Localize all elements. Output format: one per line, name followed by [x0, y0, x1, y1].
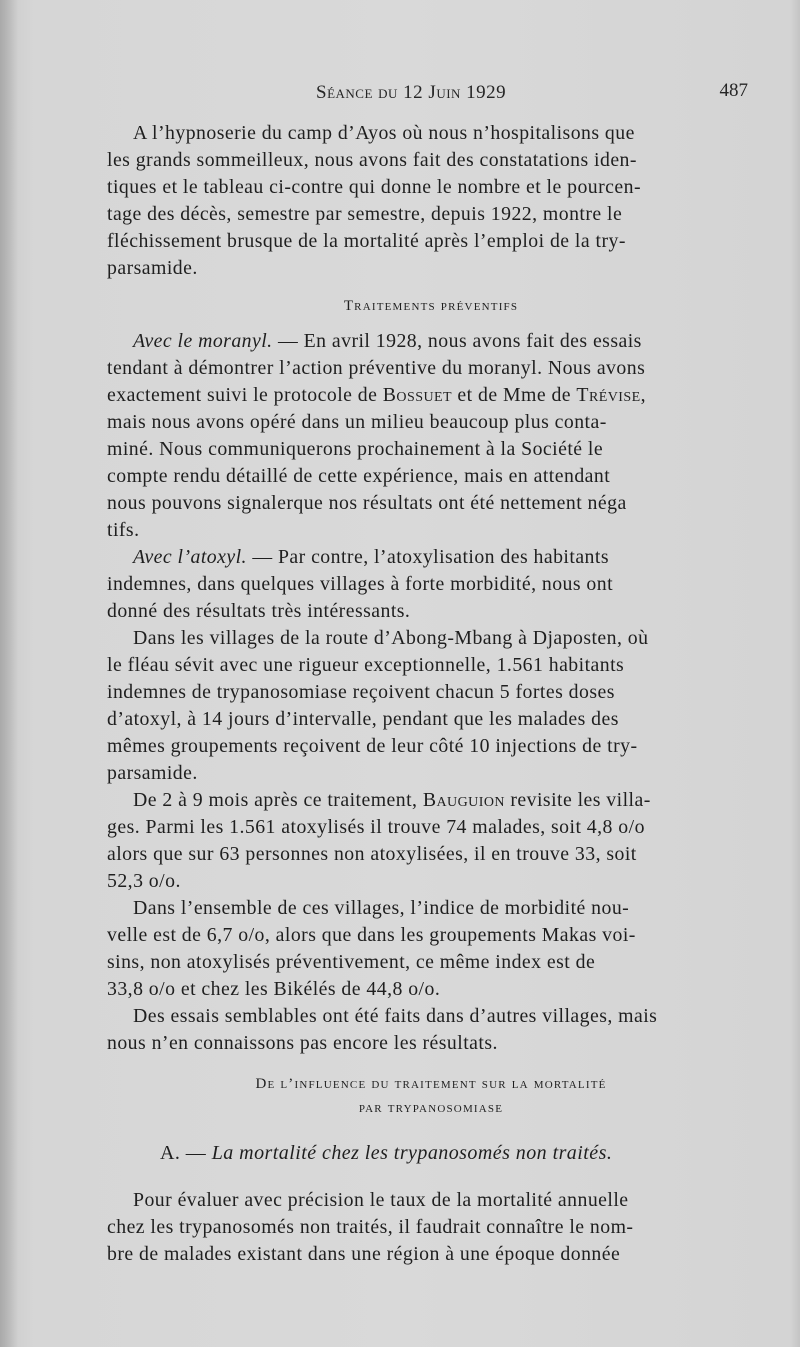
paragraph-line: le fléau sévit avec une rigueur exceptionnelle, 1.561 habitants — [107, 654, 625, 676]
paragraph-line: Dans les villages de la route d’Abong-Mbang à Djaposten, où — [133, 627, 649, 649]
paragraph-line: Pour évaluer avec précision le taux de la mortalité annuelle — [133, 1189, 629, 1211]
paragraph-line: tiques et le tableau ci-contre qui donne le nombre et le pourcen- — [107, 176, 642, 198]
text-run: et de Mme de — [452, 384, 577, 406]
text-run: exactement suivi le protocole de — [107, 384, 383, 406]
paragraph-line: donné des résultats très intéressants. — [107, 600, 411, 622]
paragraph-line — [107, 787, 755, 814]
text-run: De 2 à 9 mois après ce traitement, — [133, 789, 423, 811]
paragraph-line — [107, 544, 755, 571]
paragraph-line: ges. Parmi les 1.561 atoxylisés il trouve 74 malades, soit 4,8 o/o — [107, 816, 645, 838]
paragraph-line: A l’hypnoserie du camp d’Ayos où nous n’hospitalisons que — [133, 122, 635, 144]
paragraph-line: 33,8 o/o et chez les Bikélés de 44,8 o/o. — [107, 978, 441, 1000]
paragraph-line: chez les trypanosomés non traités, il faudrait connaître le nom- — [107, 1216, 634, 1238]
paragraph-line: parsamide. — [107, 762, 198, 784]
author-name: Bauguion — [422, 789, 505, 811]
paragraph-line: les grands sommeilleux, nous avons fait des constatations iden- — [107, 149, 637, 171]
paragraph-line: alors que sur 63 personnes non atoxylisées, il en trouve 33, soit — [107, 843, 637, 865]
paragraph-line: tifs. — [107, 519, 140, 541]
paragraph-line: tendant à démontrer l’action préventive du moranyl. Nous avons — [107, 357, 646, 379]
paragraph-line: mais nous avons opéré dans un milieu beaucoup plus conta- — [107, 411, 607, 433]
paragraph-line: compte rendu détaillé de cette expérience, mais en attendant — [107, 465, 611, 487]
paragraph-line — [107, 382, 755, 409]
running-head — [108, 82, 748, 112]
paragraph-line: parsamide. — [107, 257, 198, 279]
author-name: Trévise — [576, 384, 641, 406]
paragraph-line: tage des décès, semestre par semestre, depuis 1922, montre le — [107, 203, 623, 225]
paragraph-line: nous pouvons signalerque nos résultats ont été nettement néga — [107, 492, 627, 514]
paragraph-line: indemnes, dans quelques villages à forte morbidité, nous ont — [107, 573, 614, 595]
body-text — [107, 120, 755, 1268]
text-run: revisite les villa- — [504, 789, 651, 811]
page-number: 487 — [719, 80, 748, 101]
atoxyl-text: — Par contre, l’atoxylisation des habitants — [246, 546, 609, 568]
paragraph-line: nous n’en connaissons pas encore les résultats. — [107, 1032, 498, 1054]
running-title: Séance du 12 Juin 1929 — [316, 82, 507, 103]
paragraph-line: sins, non atoxylisés préventivement, ce même index est de — [107, 951, 596, 973]
paragraph-line — [107, 328, 755, 355]
section-heading-mortality-line2: par trypanosomiase — [358, 1100, 504, 1116]
paragraph-line: indemnes de trypanosomiase reçoivent chacun 5 fortes doses — [107, 681, 615, 703]
moranyl-text: — En avril 1928, nous avons fait des essais — [272, 330, 642, 352]
paragraph-line: Des essais semblables ont été faits dans d’autres villages, mais — [133, 1005, 658, 1027]
paragraph-line: 52,3 o/o. — [107, 870, 181, 892]
author-name: Bossuet — [382, 384, 453, 406]
subheading-untreated-mortality — [107, 1138, 755, 1174]
page-edge-shadow — [0, 0, 18, 1347]
section-heading-mortality: De l’influence du traitement sur la mortalité — [255, 1076, 607, 1092]
subheading-prefix: A. — — [160, 1142, 212, 1164]
paragraph-line: velle est de 6,7 o/o, alors que dans les groupements Makas voi- — [107, 924, 636, 946]
paragraph-line: d’atoxyl, à 14 jours d’intervalle, pendant que les malades des — [107, 708, 619, 730]
paragraph-line: Dans l’ensemble de ces villages, l’indice de morbidité nou- — [133, 897, 630, 919]
subheading-title: La mortalité chez les trypanosomés non traités. — [211, 1142, 613, 1164]
paragraph-line: bre de malades existant dans une région à une époque donnée — [107, 1243, 621, 1265]
paragraph-line: miné. Nous communiquerons prochainement à la Société le — [107, 438, 604, 460]
text-run: , — [640, 384, 647, 406]
paragraph-line: mêmes groupements reçoivent de leur côté 10 injections de try- — [107, 735, 638, 757]
paragraph-line: fléchissement brusque de la mortalité après l’emploi de la try- — [107, 230, 626, 252]
atoxyl-lead: Avec l’atoxyl. — [133, 546, 247, 568]
section-heading-preventive: Traitements préventifs — [343, 298, 519, 314]
moranyl-lead: Avec le moranyl. — [133, 330, 273, 352]
